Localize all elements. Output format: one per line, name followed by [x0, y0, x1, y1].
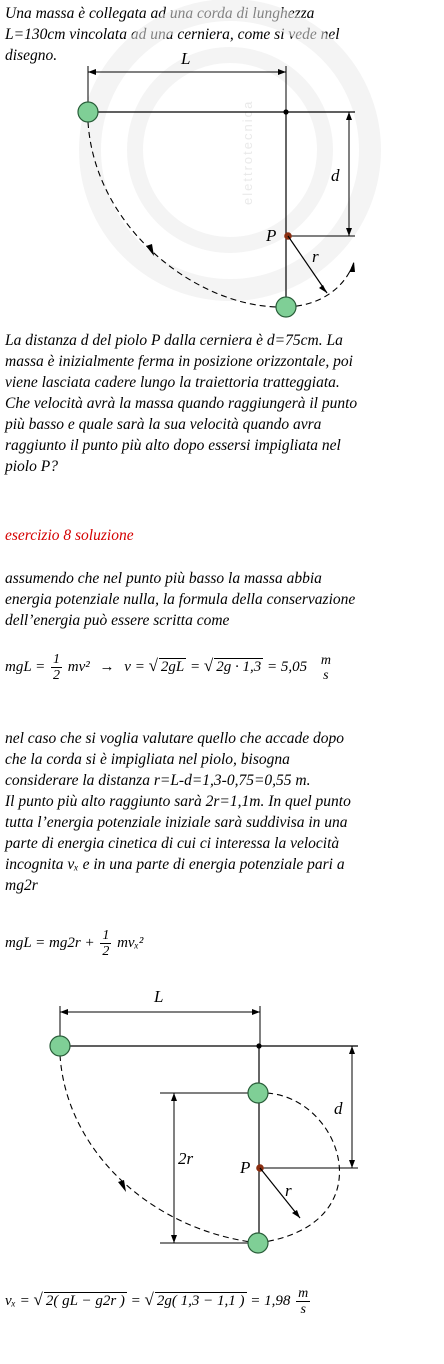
eq-term: mvₓ²	[117, 934, 144, 951]
text-line: considerare la distanza r=L-d=1,3-0,75=0,55 m.	[5, 772, 311, 789]
eq-result: = 5,05	[266, 658, 308, 675]
frac-den: 2	[53, 668, 61, 683]
sqrt-arg: 2gL	[160, 658, 185, 675]
hinge-dot	[283, 109, 288, 114]
unit-den: s	[300, 1302, 306, 1317]
label-P: P	[240, 1158, 251, 1177]
sqrt-symbol: √	[144, 1289, 154, 1309]
frac-den: 2	[102, 944, 110, 959]
text-line: Una massa è collegata ad una corda di lunghezza	[5, 5, 315, 22]
eq-v: v =	[124, 658, 145, 675]
equation-energy-split	[5, 928, 143, 959]
unit-fraction	[319, 653, 333, 683]
mass-bottom	[276, 297, 296, 317]
label-L: L	[154, 987, 164, 1006]
text-line: viene lasciata cadere lungo la traiettoria tratteggiata.	[5, 374, 340, 391]
arrowhead-down	[349, 1160, 355, 1168]
text-line: disegno.	[5, 47, 58, 64]
label-r: r	[312, 247, 319, 266]
radius-line-r	[260, 1168, 300, 1218]
eq-lhs: vₓ =	[5, 1292, 30, 1309]
text-line: dell’energia può essere scritta come	[5, 612, 230, 629]
watermark-logo	[90, 10, 370, 290]
hinge-dot	[256, 1043, 261, 1048]
label-2r: 2r	[178, 1149, 194, 1168]
arrowhead-left	[60, 1009, 68, 1015]
unit-fraction	[296, 1286, 310, 1317]
solution-heading: esercizio 8 soluzione	[5, 527, 134, 544]
sqrt-symbol: √	[148, 655, 158, 675]
eq-term: mv²	[67, 658, 90, 675]
arrowhead	[319, 285, 327, 293]
text-line: mg2r	[5, 877, 38, 894]
label-r: r	[285, 1181, 292, 1200]
unit-den: s	[323, 667, 329, 683]
equation-energy: mgL = $\frac{1}{2}$ mv² → v = √ 2gL = √ 2g · 1,3 = 5,05 m s	[5, 652, 331, 683]
text-line: che la corda si è impigliata nel piolo, bisogna	[5, 751, 290, 768]
fraction-half	[51, 652, 62, 683]
text-line: Il punto più alto raggiunto sarà 2r=1,1m. In quel punto	[5, 793, 351, 810]
frac-num: 1	[102, 928, 110, 943]
arrow-symbol: →	[99, 658, 115, 675]
direction-arrow	[349, 262, 355, 272]
text-line: massa è inizialmente ferma in posizione orizzontale, poi	[5, 353, 353, 370]
text-line: energia potenziale nulla, la formula della conservazione	[5, 591, 356, 608]
eq-equals: =	[130, 1292, 141, 1309]
eq-lhs: mgL =	[5, 658, 46, 675]
unit-num: m	[298, 1286, 309, 1301]
text-line: piolo P?	[5, 458, 58, 475]
sqrt-arg: 2( gL − g2r )	[45, 1292, 125, 1309]
fraction-half	[100, 928, 111, 959]
text-line: parte di energia cinetica di cui ci interessa la velocità	[5, 835, 340, 852]
text-line: raggiunto il punto più alto dopo essersi impigliata nel	[5, 437, 341, 454]
sqrt-symbol: √	[33, 1289, 43, 1309]
label-L: L	[181, 49, 191, 68]
label-P: P	[266, 226, 277, 245]
mass-start	[78, 102, 98, 122]
text-line: assumendo che nel punto più basso la massa abbia	[5, 570, 322, 587]
arrowhead-left	[88, 69, 96, 75]
arrowhead-up	[171, 1093, 177, 1101]
arrowhead	[292, 1210, 300, 1218]
text-line: incognita vₓ e in una parte di energia potenziale pari a	[5, 856, 345, 873]
text-line: tutta l’energia potenziale iniziale sarà suddivisa in una	[5, 814, 348, 831]
mass-top	[248, 1083, 268, 1103]
sqrt-arg: 2g · 1,3	[216, 658, 262, 675]
arrowhead-up	[346, 112, 352, 120]
arrowhead-down	[171, 1235, 177, 1243]
direction-arrow	[118, 1180, 126, 1192]
sqrt-symbol: √	[203, 655, 214, 675]
text-line: più basso e quale sarà la sua velocità quando avra	[5, 416, 322, 433]
trajectory-path	[60, 1055, 258, 1243]
unit-num: m	[320, 652, 331, 668]
text-line: nel caso che si voglia valutare quello che accade dopo	[5, 730, 345, 747]
sqrt-arg: 2g( 1,3 − 1,1 )	[156, 1292, 245, 1309]
mass-bottom	[248, 1233, 268, 1253]
eq-lhs: mgL = mg2r +	[5, 934, 95, 951]
arrowhead-up	[349, 1046, 355, 1054]
arrowhead-right	[252, 1009, 260, 1015]
label-d: d	[331, 166, 340, 185]
equation-velocity	[5, 1286, 312, 1317]
watermark-text: elettrotecnica	[240, 99, 255, 205]
mass-start	[50, 1036, 70, 1056]
frac-num: 1	[53, 652, 61, 667]
eq-result: = 1,98	[250, 1292, 291, 1309]
text-line: L=130cm vincolata ad una cerniera, come si vede nel	[5, 26, 340, 43]
text-line: Che velocità avrà la massa quando raggiungerà il punto	[5, 395, 358, 412]
text-line: La distanza d del piolo P dalla cerniera è d=75cm. La	[5, 332, 343, 349]
label-d: d	[334, 1099, 343, 1118]
